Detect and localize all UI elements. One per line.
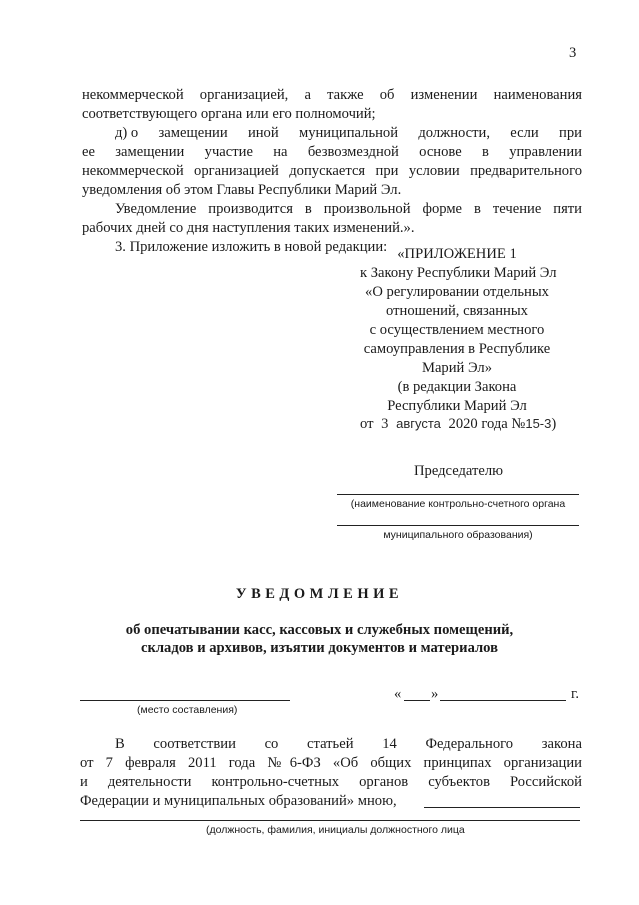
word: статьей: [307, 736, 354, 752]
paragraph-line: рабочих дней со дня наступления таких изменений.».: [82, 220, 415, 236]
date-prefix: от: [360, 416, 374, 432]
year-suffix: г.: [571, 686, 579, 702]
appendix-line: «О регулировании отдельных: [365, 284, 549, 300]
word: основе: [419, 144, 462, 160]
appendix-line: к Закону Республики Марий Эл: [360, 265, 557, 281]
appendix-line: Республики Марий Эл: [387, 398, 527, 414]
word: при: [559, 125, 582, 141]
paragraph-line-spread: [115, 124, 582, 142]
word: ее: [82, 144, 95, 160]
month-year-line: [440, 700, 566, 701]
word: со: [264, 736, 279, 752]
word: контрольно-счетных: [211, 774, 340, 790]
appendix-line: Марий Эл»: [421, 360, 493, 376]
word: закона: [541, 736, 582, 752]
word: Федерального: [425, 736, 514, 752]
paragraph-line: от 7 февраля 2011 года №6-ФЗ «Об общих принципах организации: [80, 755, 582, 771]
paragraph-line: некоммерческой организацией, а также об изменении наименования: [82, 87, 582, 103]
paragraph-line: 3. Приложение изложить в новой редакции:: [115, 239, 388, 255]
word: должности,: [418, 125, 490, 141]
place-line: [80, 700, 290, 701]
appendix-line: (в редакции Закона: [397, 379, 517, 395]
notice-subtitle: об опечатывании касс, кассовых и служебных помещений,: [125, 622, 514, 638]
appendix-line: отношений, связанных: [386, 303, 528, 319]
word: Российской: [510, 774, 582, 790]
law-number: 15-3: [525, 416, 552, 431]
appendix-line: с осуществлением местного: [369, 322, 545, 338]
notice-title: УВЕДОМЛЕНИЕ: [235, 586, 404, 602]
word: в: [482, 144, 489, 160]
official-line: [80, 820, 580, 821]
day-line: [404, 700, 430, 701]
paragraph-line: Федерации и муниципальных образований» мною,: [80, 793, 397, 809]
word: субъектов: [428, 774, 490, 790]
word: безвозмездной: [307, 144, 399, 160]
paragraph-line-spread: [82, 143, 582, 161]
paragraph-line-spread: [80, 773, 582, 791]
word: соответствии: [153, 736, 236, 752]
word: и: [80, 774, 88, 790]
addressee-caption: муниципального образования): [383, 529, 533, 541]
paragraph-line: Уведомление производится в произвольной форме в течение пяти: [115, 201, 582, 217]
paragraph-line: некоммерческой организацией допускается при условии предварительного: [82, 163, 582, 179]
appendix-date-line: [360, 415, 556, 433]
date-day: 3: [381, 416, 389, 432]
addressee-line: [337, 494, 579, 495]
addressee-caption: (наименование контрольно-счетного органа: [350, 498, 566, 510]
word: 14: [382, 736, 397, 752]
word: замещении: [115, 144, 185, 160]
quote-open: «: [394, 686, 402, 702]
paragraph-line: уведомления об этом Главы Республики Марий Эл.: [82, 182, 402, 198]
appendix-line: самоуправления в Республике: [363, 341, 551, 357]
word: участие: [204, 144, 253, 160]
notice-subtitle: складов и архивов, изъятии документов и материалов: [140, 640, 498, 656]
page-number: 3: [569, 45, 577, 61]
word: В: [115, 736, 125, 752]
word: на: [273, 144, 288, 160]
word: д) о: [115, 125, 139, 141]
word: управлении: [509, 144, 582, 160]
word: деятельности: [107, 774, 192, 790]
official-caption: (должность, фамилия, инициалы должностного лица: [206, 824, 465, 836]
word: замещении: [158, 125, 228, 141]
appendix-line: «ПРИЛОЖЕНИЕ 1: [397, 246, 517, 262]
date-month: августа: [396, 416, 441, 431]
word: органов: [359, 774, 409, 790]
word: муниципальной: [298, 125, 399, 141]
fill-line: [424, 807, 580, 808]
place-caption: (место составления): [137, 704, 238, 716]
paragraph-line-spread: [115, 735, 582, 753]
addressee-line: [337, 525, 579, 526]
word: если: [510, 125, 539, 141]
quote-close: »: [431, 686, 439, 702]
date-rest: 2020 года №: [448, 416, 526, 432]
addressee-title: Председателю: [414, 463, 504, 479]
paragraph-line: соответствующего органа или его полномочий;: [82, 106, 376, 122]
word: иной: [247, 125, 279, 141]
date-close: ): [551, 416, 557, 432]
